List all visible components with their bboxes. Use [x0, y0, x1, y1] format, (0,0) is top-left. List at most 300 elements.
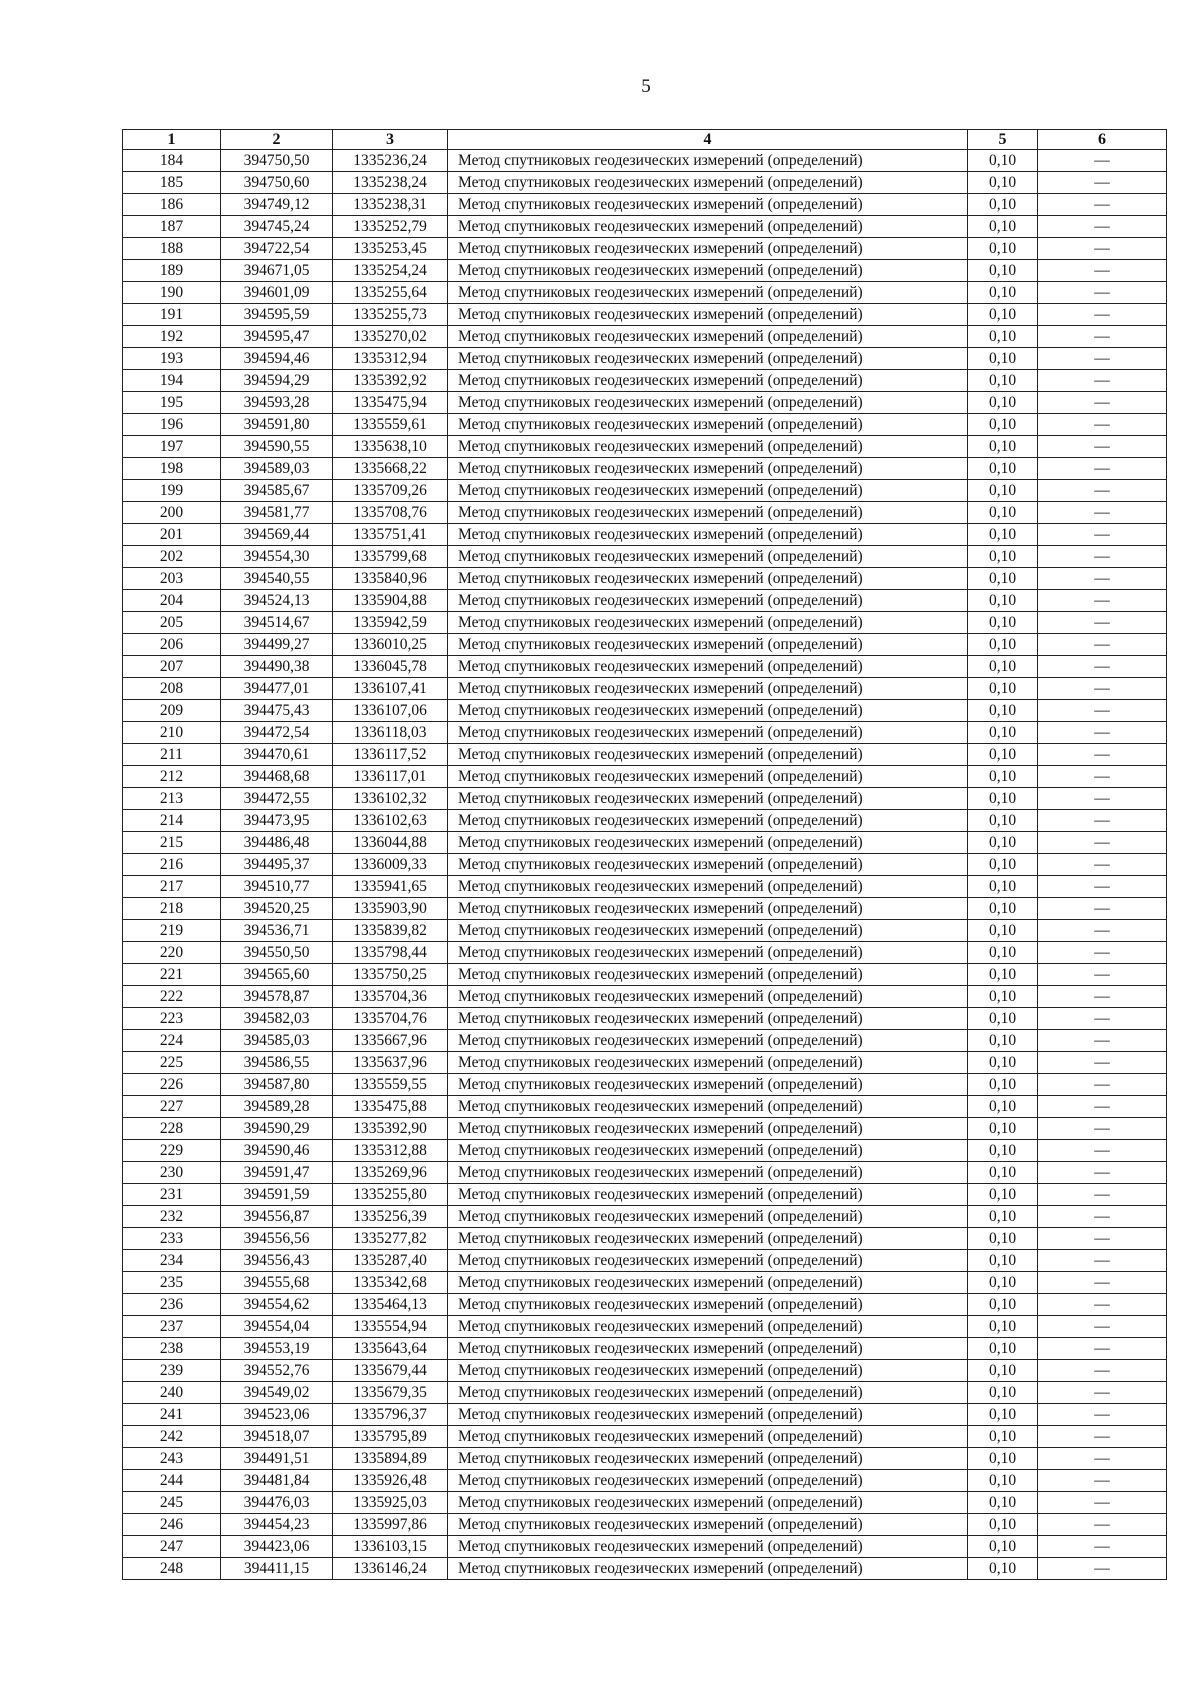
point-number-cell: 185 — [123, 172, 221, 194]
method-cell: Метод спутниковых геодезических измерений (определений) — [448, 414, 968, 436]
dash-cell: — — [1038, 524, 1167, 546]
dash-cell: — — [1038, 700, 1167, 722]
point-number-cell: 228 — [123, 1118, 221, 1140]
x-coordinate-cell: 394454,23 — [221, 1514, 333, 1536]
method-cell: Метод спутниковых геодезических измерений (определений) — [448, 1206, 968, 1228]
method-cell: Метод спутниковых геодезических измерений (определений) — [448, 1558, 968, 1580]
precision-cell: 0,10 — [968, 392, 1038, 414]
table-row — [123, 1096, 1167, 1118]
point-number-cell: 187 — [123, 216, 221, 238]
dash-cell: — — [1038, 480, 1167, 502]
dash-cell: — — [1038, 1316, 1167, 1338]
table-row — [123, 524, 1167, 546]
point-number-cell: 242 — [123, 1426, 221, 1448]
table-row — [123, 678, 1167, 700]
dash-cell: — — [1038, 1140, 1167, 1162]
y-coordinate-cell: 1335253,45 — [333, 238, 448, 260]
table-row — [123, 700, 1167, 722]
point-number-cell: 217 — [123, 876, 221, 898]
table-row — [123, 414, 1167, 436]
y-coordinate-cell: 1335255,73 — [333, 304, 448, 326]
y-coordinate-cell: 1335903,90 — [333, 898, 448, 920]
table-row — [123, 744, 1167, 766]
point-number-cell: 189 — [123, 260, 221, 282]
dash-cell: — — [1038, 260, 1167, 282]
point-number-cell: 224 — [123, 1030, 221, 1052]
method-cell: Метод спутниковых геодезических измерений (определений) — [448, 436, 968, 458]
method-cell: Метод спутниковых геодезических измерений (определений) — [448, 1052, 968, 1074]
table-row — [123, 1448, 1167, 1470]
dash-cell: — — [1038, 920, 1167, 942]
method-cell: Метод спутниковых геодезических измерений (определений) — [448, 1382, 968, 1404]
dash-cell: — — [1038, 854, 1167, 876]
y-coordinate-cell: 1336146,24 — [333, 1558, 448, 1580]
table-row — [123, 876, 1167, 898]
dash-cell: — — [1038, 238, 1167, 260]
table-row — [123, 898, 1167, 920]
table-row — [123, 326, 1167, 348]
point-number-cell: 210 — [123, 722, 221, 744]
precision-cell: 0,10 — [968, 1448, 1038, 1470]
y-coordinate-cell: 1335997,86 — [333, 1514, 448, 1536]
precision-cell: 0,10 — [968, 854, 1038, 876]
column-header: 3 — [333, 130, 448, 150]
x-coordinate-cell: 394553,19 — [221, 1338, 333, 1360]
method-cell: Метод спутниковых геодезических измерений (определений) — [448, 1426, 968, 1448]
x-coordinate-cell: 394550,50 — [221, 942, 333, 964]
table-row — [123, 172, 1167, 194]
table-row — [123, 964, 1167, 986]
x-coordinate-cell: 394569,44 — [221, 524, 333, 546]
dash-cell: — — [1038, 810, 1167, 832]
column-header: 1 — [123, 130, 221, 150]
dash-cell: — — [1038, 1448, 1167, 1470]
precision-cell: 0,10 — [968, 612, 1038, 634]
dash-cell: — — [1038, 1426, 1167, 1448]
x-coordinate-cell: 394549,02 — [221, 1382, 333, 1404]
method-cell: Метод спутниковых геодезических измерений (определений) — [448, 1536, 968, 1558]
method-cell: Метод спутниковых геодезических измерений (определений) — [448, 1338, 968, 1360]
y-coordinate-cell: 1336118,03 — [333, 722, 448, 744]
y-coordinate-cell: 1335708,76 — [333, 502, 448, 524]
x-coordinate-cell: 394750,50 — [221, 150, 333, 172]
table-row — [123, 612, 1167, 634]
point-number-cell: 239 — [123, 1360, 221, 1382]
table-row — [123, 590, 1167, 612]
table-row — [123, 216, 1167, 238]
x-coordinate-cell: 394590,29 — [221, 1118, 333, 1140]
x-coordinate-cell: 394589,03 — [221, 458, 333, 480]
dash-cell: — — [1038, 1052, 1167, 1074]
method-cell: Метод спутниковых геодезических измерений (определений) — [448, 1492, 968, 1514]
x-coordinate-cell: 394586,55 — [221, 1052, 333, 1074]
precision-cell: 0,10 — [968, 1162, 1038, 1184]
x-coordinate-cell: 394473,95 — [221, 810, 333, 832]
x-coordinate-cell: 394491,51 — [221, 1448, 333, 1470]
dash-cell: — — [1038, 1162, 1167, 1184]
method-cell: Метод спутниковых геодезических измерений (определений) — [448, 348, 968, 370]
table-row — [123, 150, 1167, 172]
table-row — [123, 832, 1167, 854]
x-coordinate-cell: 394486,48 — [221, 832, 333, 854]
dash-cell: — — [1038, 722, 1167, 744]
page-number: 5 — [641, 76, 651, 97]
column-header: 4 — [448, 130, 968, 150]
dash-cell: — — [1038, 546, 1167, 568]
point-number-cell: 207 — [123, 656, 221, 678]
method-cell: Метод спутниковых геодезических измерений (определений) — [448, 788, 968, 810]
point-number-cell: 216 — [123, 854, 221, 876]
dash-cell: — — [1038, 1074, 1167, 1096]
method-cell: Метод спутниковых геодезических измерений (определений) — [448, 656, 968, 678]
method-cell: Метод спутниковых геодезических измерений (определений) — [448, 832, 968, 854]
y-coordinate-cell: 1335287,40 — [333, 1250, 448, 1272]
x-coordinate-cell: 394591,59 — [221, 1184, 333, 1206]
x-coordinate-cell: 394411,15 — [221, 1558, 333, 1580]
x-coordinate-cell: 394470,61 — [221, 744, 333, 766]
precision-cell: 0,10 — [968, 458, 1038, 480]
x-coordinate-cell: 394585,67 — [221, 480, 333, 502]
dash-cell: — — [1038, 1382, 1167, 1404]
table-row — [123, 458, 1167, 480]
precision-cell: 0,10 — [968, 1008, 1038, 1030]
precision-cell: 0,10 — [968, 1294, 1038, 1316]
y-coordinate-cell: 1335704,36 — [333, 986, 448, 1008]
dash-cell: — — [1038, 656, 1167, 678]
point-number-cell: 200 — [123, 502, 221, 524]
y-coordinate-cell: 1335238,24 — [333, 172, 448, 194]
x-coordinate-cell: 394524,13 — [221, 590, 333, 612]
x-coordinate-cell: 394518,07 — [221, 1426, 333, 1448]
dash-cell: — — [1038, 392, 1167, 414]
x-coordinate-cell: 394555,68 — [221, 1272, 333, 1294]
x-coordinate-cell: 394581,77 — [221, 502, 333, 524]
point-number-cell: 201 — [123, 524, 221, 546]
table-row — [123, 1294, 1167, 1316]
precision-cell: 0,10 — [968, 722, 1038, 744]
precision-cell: 0,10 — [968, 370, 1038, 392]
point-number-cell: 234 — [123, 1250, 221, 1272]
y-coordinate-cell: 1335798,44 — [333, 942, 448, 964]
dash-cell: — — [1038, 1008, 1167, 1030]
table-row — [123, 568, 1167, 590]
table-row — [123, 1492, 1167, 1514]
dash-cell: — — [1038, 414, 1167, 436]
precision-cell: 0,10 — [968, 1338, 1038, 1360]
point-number-cell: 221 — [123, 964, 221, 986]
y-coordinate-cell: 1335637,96 — [333, 1052, 448, 1074]
dash-cell: — — [1038, 1206, 1167, 1228]
x-coordinate-cell: 394578,87 — [221, 986, 333, 1008]
point-number-cell: 236 — [123, 1294, 221, 1316]
y-coordinate-cell: 1335796,37 — [333, 1404, 448, 1426]
x-coordinate-cell: 394585,03 — [221, 1030, 333, 1052]
method-cell: Метод спутниковых геодезических измерений (определений) — [448, 172, 968, 194]
x-coordinate-cell: 394594,29 — [221, 370, 333, 392]
table-row — [123, 722, 1167, 744]
y-coordinate-cell: 1336102,32 — [333, 788, 448, 810]
table-row — [123, 1426, 1167, 1448]
x-coordinate-cell: 394468,68 — [221, 766, 333, 788]
point-number-cell: 197 — [123, 436, 221, 458]
point-number-cell: 247 — [123, 1536, 221, 1558]
dash-cell: — — [1038, 898, 1167, 920]
precision-cell: 0,10 — [968, 942, 1038, 964]
y-coordinate-cell: 1336107,06 — [333, 700, 448, 722]
method-cell: Метод спутниковых геодезических измерений (определений) — [448, 1448, 968, 1470]
precision-cell: 0,10 — [968, 788, 1038, 810]
dash-cell: — — [1038, 436, 1167, 458]
y-coordinate-cell: 1335638,10 — [333, 436, 448, 458]
y-coordinate-cell: 1336107,41 — [333, 678, 448, 700]
y-coordinate-cell: 1335269,96 — [333, 1162, 448, 1184]
x-coordinate-cell: 394590,55 — [221, 436, 333, 458]
point-number-cell: 190 — [123, 282, 221, 304]
point-number-cell: 244 — [123, 1470, 221, 1492]
table-row — [123, 238, 1167, 260]
precision-cell: 0,10 — [968, 260, 1038, 282]
x-coordinate-cell: 394595,59 — [221, 304, 333, 326]
y-coordinate-cell: 1335464,13 — [333, 1294, 448, 1316]
y-coordinate-cell: 1336010,25 — [333, 634, 448, 656]
column-header: 2 — [221, 130, 333, 150]
point-number-cell: 227 — [123, 1096, 221, 1118]
point-number-cell: 186 — [123, 194, 221, 216]
coordinates-table — [122, 129, 1167, 1580]
precision-cell: 0,10 — [968, 1074, 1038, 1096]
dash-cell: — — [1038, 216, 1167, 238]
precision-cell: 0,10 — [968, 524, 1038, 546]
dash-cell: — — [1038, 1030, 1167, 1052]
method-cell: Метод спутниковых геодезических измерений (определений) — [448, 392, 968, 414]
method-cell: Метод спутниковых геодезических измерений (определений) — [448, 546, 968, 568]
precision-cell: 0,10 — [968, 986, 1038, 1008]
x-coordinate-cell: 394552,76 — [221, 1360, 333, 1382]
x-coordinate-cell: 394495,37 — [221, 854, 333, 876]
y-coordinate-cell: 1335392,92 — [333, 370, 448, 392]
y-coordinate-cell: 1335475,88 — [333, 1096, 448, 1118]
method-cell: Метод спутниковых геодезических измерений (определений) — [448, 766, 968, 788]
point-number-cell: 184 — [123, 150, 221, 172]
y-coordinate-cell: 1335751,41 — [333, 524, 448, 546]
precision-cell: 0,10 — [968, 898, 1038, 920]
precision-cell: 0,10 — [968, 656, 1038, 678]
x-coordinate-cell: 394475,43 — [221, 700, 333, 722]
dash-cell: — — [1038, 282, 1167, 304]
method-cell: Метод спутниковых геодезических измерений (определений) — [448, 1074, 968, 1096]
dash-cell: — — [1038, 1338, 1167, 1360]
point-number-cell: 248 — [123, 1558, 221, 1580]
precision-cell: 0,10 — [968, 832, 1038, 854]
dash-cell: — — [1038, 788, 1167, 810]
precision-cell: 0,10 — [968, 1492, 1038, 1514]
table-row — [123, 480, 1167, 502]
y-coordinate-cell: 1335704,76 — [333, 1008, 448, 1030]
table-row — [123, 1470, 1167, 1492]
table-row — [123, 1008, 1167, 1030]
point-number-cell: 246 — [123, 1514, 221, 1536]
table-row — [123, 810, 1167, 832]
point-number-cell: 219 — [123, 920, 221, 942]
x-coordinate-cell: 394591,47 — [221, 1162, 333, 1184]
point-number-cell: 188 — [123, 238, 221, 260]
point-number-cell: 193 — [123, 348, 221, 370]
y-coordinate-cell: 1335270,02 — [333, 326, 448, 348]
method-cell: Метод спутниковых геодезических измерений (определений) — [448, 480, 968, 502]
table-body — [123, 150, 1167, 1580]
method-cell: Метод спутниковых геодезических измерений (определений) — [448, 678, 968, 700]
method-cell: Метод спутниковых геодезических измерений (определений) — [448, 524, 968, 546]
dash-cell: — — [1038, 568, 1167, 590]
x-coordinate-cell: 394556,87 — [221, 1206, 333, 1228]
method-cell: Метод спутниковых геодезических измерений (определений) — [448, 1272, 968, 1294]
point-number-cell: 233 — [123, 1228, 221, 1250]
y-coordinate-cell: 1335750,25 — [333, 964, 448, 986]
dash-cell: — — [1038, 458, 1167, 480]
x-coordinate-cell: 394556,43 — [221, 1250, 333, 1272]
column-header: 5 — [968, 130, 1038, 150]
y-coordinate-cell: 1335942,59 — [333, 612, 448, 634]
method-cell: Метод спутниковых геодезических измерений (определений) — [448, 722, 968, 744]
dash-cell: — — [1038, 1492, 1167, 1514]
precision-cell: 0,10 — [968, 700, 1038, 722]
dash-cell: — — [1038, 832, 1167, 854]
y-coordinate-cell: 1335392,90 — [333, 1118, 448, 1140]
method-cell: Метод спутниковых геодезических измерений (определений) — [448, 1096, 968, 1118]
x-coordinate-cell: 394476,03 — [221, 1492, 333, 1514]
method-cell: Метод спутниковых геодезических измерений (определений) — [448, 458, 968, 480]
dash-cell: — — [1038, 1250, 1167, 1272]
table-row — [123, 854, 1167, 876]
dash-cell: — — [1038, 964, 1167, 986]
dash-cell: — — [1038, 502, 1167, 524]
x-coordinate-cell: 394510,77 — [221, 876, 333, 898]
table-row — [123, 1316, 1167, 1338]
column-header: 6 — [1038, 130, 1167, 150]
dash-cell: — — [1038, 1360, 1167, 1382]
precision-cell: 0,10 — [968, 1096, 1038, 1118]
point-number-cell: 202 — [123, 546, 221, 568]
precision-cell: 0,10 — [968, 502, 1038, 524]
x-coordinate-cell: 394582,03 — [221, 1008, 333, 1030]
point-number-cell: 237 — [123, 1316, 221, 1338]
y-coordinate-cell: 1336117,01 — [333, 766, 448, 788]
dash-cell: — — [1038, 172, 1167, 194]
y-coordinate-cell: 1335904,88 — [333, 590, 448, 612]
method-cell: Метод спутниковых геодезических измерений (определений) — [448, 898, 968, 920]
y-coordinate-cell: 1336102,63 — [333, 810, 448, 832]
precision-cell: 0,10 — [968, 1250, 1038, 1272]
x-coordinate-cell: 394481,84 — [221, 1470, 333, 1492]
x-coordinate-cell: 394594,46 — [221, 348, 333, 370]
point-number-cell: 212 — [123, 766, 221, 788]
table-row — [123, 1382, 1167, 1404]
method-cell: Метод спутниковых геодезических измерений (определений) — [448, 1404, 968, 1426]
method-cell: Метод спутниковых геодезических измерений (определений) — [448, 744, 968, 766]
method-cell: Метод спутниковых геодезических измерений (определений) — [448, 1184, 968, 1206]
x-coordinate-cell: 394749,12 — [221, 194, 333, 216]
dash-cell: — — [1038, 876, 1167, 898]
y-coordinate-cell: 1335255,64 — [333, 282, 448, 304]
table-row — [123, 282, 1167, 304]
precision-cell: 0,10 — [968, 238, 1038, 260]
precision-cell: 0,10 — [968, 766, 1038, 788]
point-number-cell: 235 — [123, 1272, 221, 1294]
table-row — [123, 1030, 1167, 1052]
y-coordinate-cell: 1335894,89 — [333, 1448, 448, 1470]
point-number-cell: 199 — [123, 480, 221, 502]
dash-cell: — — [1038, 612, 1167, 634]
method-cell: Метод спутниковых геодезических измерений (определений) — [448, 1030, 968, 1052]
precision-cell: 0,10 — [968, 1316, 1038, 1338]
x-coordinate-cell: 394523,06 — [221, 1404, 333, 1426]
point-number-cell: 225 — [123, 1052, 221, 1074]
point-number-cell: 231 — [123, 1184, 221, 1206]
method-cell: Метод спутниковых геодезических измерений (определений) — [448, 700, 968, 722]
precision-cell: 0,10 — [968, 216, 1038, 238]
dash-cell: — — [1038, 370, 1167, 392]
y-coordinate-cell: 1335925,03 — [333, 1492, 448, 1514]
precision-cell: 0,10 — [968, 1426, 1038, 1448]
precision-cell: 0,10 — [968, 1140, 1038, 1162]
point-number-cell: 203 — [123, 568, 221, 590]
table-row — [123, 348, 1167, 370]
point-number-cell: 206 — [123, 634, 221, 656]
point-number-cell: 211 — [123, 744, 221, 766]
table-row — [123, 1184, 1167, 1206]
point-number-cell: 214 — [123, 810, 221, 832]
method-cell: Метод спутниковых геодезических измерений (определений) — [448, 1250, 968, 1272]
x-coordinate-cell: 394477,01 — [221, 678, 333, 700]
x-coordinate-cell: 394556,56 — [221, 1228, 333, 1250]
y-coordinate-cell: 1335238,31 — [333, 194, 448, 216]
precision-cell: 0,10 — [968, 964, 1038, 986]
precision-cell: 0,10 — [968, 678, 1038, 700]
x-coordinate-cell: 394536,71 — [221, 920, 333, 942]
x-coordinate-cell: 394601,09 — [221, 282, 333, 304]
dash-cell: — — [1038, 1228, 1167, 1250]
y-coordinate-cell: 1335554,94 — [333, 1316, 448, 1338]
precision-cell: 0,10 — [968, 1514, 1038, 1536]
method-cell: Метод спутниковых геодезических измерений (определений) — [448, 810, 968, 832]
point-number-cell: 238 — [123, 1338, 221, 1360]
dash-cell: — — [1038, 678, 1167, 700]
point-number-cell: 194 — [123, 370, 221, 392]
precision-cell: 0,10 — [968, 1228, 1038, 1250]
table-row — [123, 1228, 1167, 1250]
y-coordinate-cell: 1335926,48 — [333, 1470, 448, 1492]
y-coordinate-cell: 1335254,24 — [333, 260, 448, 282]
point-number-cell: 222 — [123, 986, 221, 1008]
method-cell: Метод спутниковых геодезических измерений (определений) — [448, 942, 968, 964]
point-number-cell: 209 — [123, 700, 221, 722]
method-cell: Метод спутниковых геодезических измерений (определений) — [448, 964, 968, 986]
precision-cell: 0,10 — [968, 172, 1038, 194]
table-row — [123, 920, 1167, 942]
dash-cell: — — [1038, 326, 1167, 348]
dash-cell: — — [1038, 942, 1167, 964]
x-coordinate-cell: 394499,27 — [221, 634, 333, 656]
point-number-cell: 213 — [123, 788, 221, 810]
y-coordinate-cell: 1335255,80 — [333, 1184, 448, 1206]
table-row — [123, 1052, 1167, 1074]
method-cell: Метод спутниковых геодезических измерений (определений) — [448, 304, 968, 326]
method-cell: Метод спутниковых геодезических измерений (определений) — [448, 1470, 968, 1492]
dash-cell: — — [1038, 766, 1167, 788]
precision-cell: 0,10 — [968, 436, 1038, 458]
method-cell: Метод спутниковых геодезических измерений (определений) — [448, 920, 968, 942]
dash-cell: — — [1038, 304, 1167, 326]
